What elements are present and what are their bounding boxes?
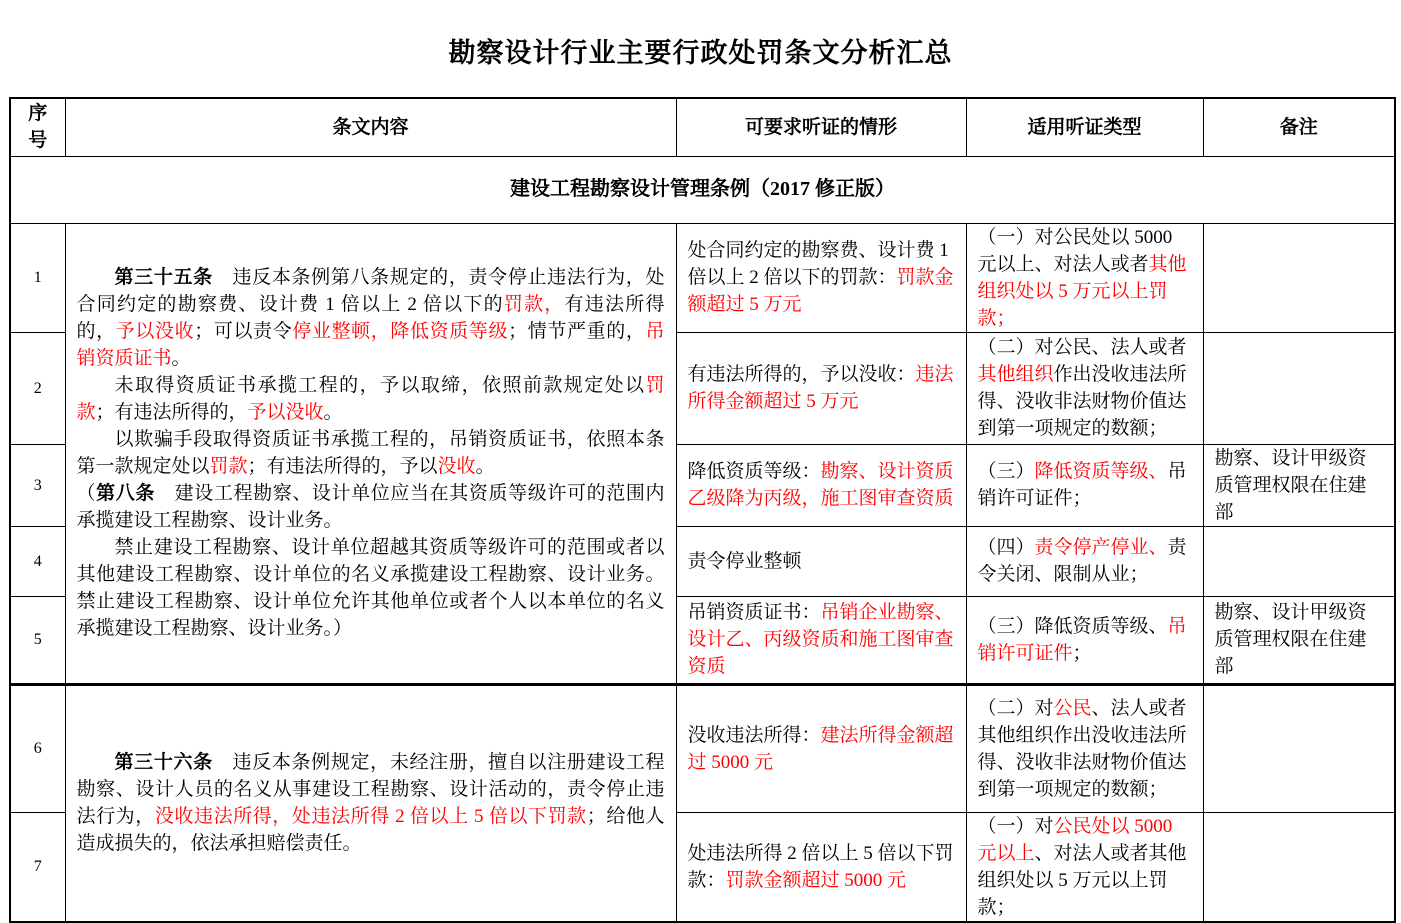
section-title: 建设工程勘察设计管理条例（2017 修正版） bbox=[10, 156, 1395, 223]
row-6-note-cell bbox=[1203, 684, 1395, 812]
document-title: 勘察设计行业主要行政处罚条文分析汇总 bbox=[448, 38, 953, 68]
row-5-type-cell: （三）降低资质等级、吊销许可证件； bbox=[966, 596, 1203, 684]
row-7-type-cell: （一）对公民处以 5000 元以上、对法人或者其他组织处以 5 万元以上罚款； bbox=[966, 812, 1203, 922]
column-header-content: 条文内容 bbox=[65, 98, 676, 156]
row-7-hearing-cell: 处违法所得 2 倍以上 5 倍以下罚款：罚款金额超过 5000 元 bbox=[676, 812, 966, 922]
table-row-1 bbox=[10, 223, 1395, 332]
row-2-note-cell bbox=[1203, 332, 1395, 444]
column-header-type: 适用听证类型 bbox=[966, 98, 1203, 156]
row-3-note-cell: 勘察、设计甲级资质管理权限在住建部 bbox=[1203, 444, 1395, 526]
penalty-analysis-table bbox=[9, 97, 1396, 923]
row-7-no: 7 bbox=[10, 812, 65, 922]
column-header-no: 序号 bbox=[10, 98, 65, 156]
row-5-no: 5 bbox=[10, 596, 65, 684]
row-4-no: 4 bbox=[10, 526, 65, 596]
table-header-row bbox=[10, 98, 1395, 156]
row-2-hearing-cell: 有违法所得的，予以没收：违法所得金额超过 5 万元 bbox=[676, 332, 966, 444]
row-3-type-cell: （三）降低资质等级、吊销许可证件； bbox=[966, 444, 1203, 526]
row-1-note-cell bbox=[1203, 223, 1395, 332]
section-title-row bbox=[10, 156, 1395, 223]
row-7-note-cell bbox=[1203, 812, 1395, 922]
row-5-note-cell: 勘察、设计甲级资质管理权限在住建部 bbox=[1203, 596, 1395, 684]
column-header-hearing: 可要求听证的情形 bbox=[676, 98, 966, 156]
row-6-no: 6 bbox=[10, 684, 65, 812]
row-2-no: 2 bbox=[10, 332, 65, 444]
row-3-hearing-cell: 降低资质等级：勘察、设计资质乙级降为丙级，施工图审查资质 bbox=[676, 444, 966, 526]
row-1-type-cell: （一）对公民处以 5000 元以上、对法人或者其他组织处以 5 万元以上罚款； bbox=[966, 223, 1203, 332]
row-3-no: 3 bbox=[10, 444, 65, 526]
row-6-type-cell: （二）对公民、法人或者其他组织作出没收违法所得、没收非法财物价值达到第一项规定的数额； bbox=[966, 684, 1203, 812]
row-2-type-cell: （二）对公民、法人或者其他组织作出没收违法所得、没收非法财物价值达到第一项规定的数额； bbox=[966, 332, 1203, 444]
table-row-6 bbox=[10, 684, 1395, 812]
row-4-type-cell: （四）责令停产停业、责令关闭、限制从业； bbox=[966, 526, 1203, 596]
row-5-hearing-cell: 吊销资质证书：吊销企业勘察、设计乙、丙级资质和施工图审查资质 bbox=[676, 596, 966, 684]
row-4-hearing-cell: 责令停业整顿 bbox=[676, 526, 966, 596]
row-6-hearing-cell: 没收违法所得：建法所得金额超过 5000 元 bbox=[676, 684, 966, 812]
row-1-no: 1 bbox=[10, 223, 65, 332]
column-header-note: 备注 bbox=[1203, 98, 1395, 156]
row-4-note-cell bbox=[1203, 526, 1395, 596]
article-36-cell: 第三十六条 违反本条例规定，未经注册，擅自以注册建设工程勘察、设计人员的名义从事建设工程勘察、设计活动的，责令停止违法行为，没收违法所得，处违法所得 2 倍以上 5 倍以下罚款；给他人造成损失的，依法承担赔偿责任。 bbox=[65, 684, 676, 922]
row-1-hearing-cell: 处合同约定的勘察费、设计费 1 倍以上 2 倍以下的罚款：罚款金额超过 5 万元 bbox=[676, 223, 966, 332]
article-35-cell: 第三十五条 违反本条例第八条规定的，责令停止违法行为，处合同约定的勘察费、设计费 1 倍以上 2 倍以下的罚款，有违法所得的，予以没收；可以责令停业整顿，降低资质等级；情节严重的，吊销资质证书。 未取得资质证书承揽工程的，予以取缔，依照前款规定处以罚款；有违法所得的，予以没收。 以欺骗手段取得资质证书承揽工程的，吊销资质证书，依照本条第一款规定处以罚款；有违法所得的，予以没收。 （第八条 建设工程勘察、设计单位应当在其资质等级许可的范围内承揽建设工程勘察、设计业务。 禁止建设工程勘察、设计单位超越其资质等级许可的范围或者以其他建设工程勘察、设计单位的名义承揽建设工程勘察、设计业务。禁止建设工程勘察、设计单位允许其他单位或者个人以本单位的名义承揽建设工程勘察、设计业务。） bbox=[65, 223, 676, 684]
